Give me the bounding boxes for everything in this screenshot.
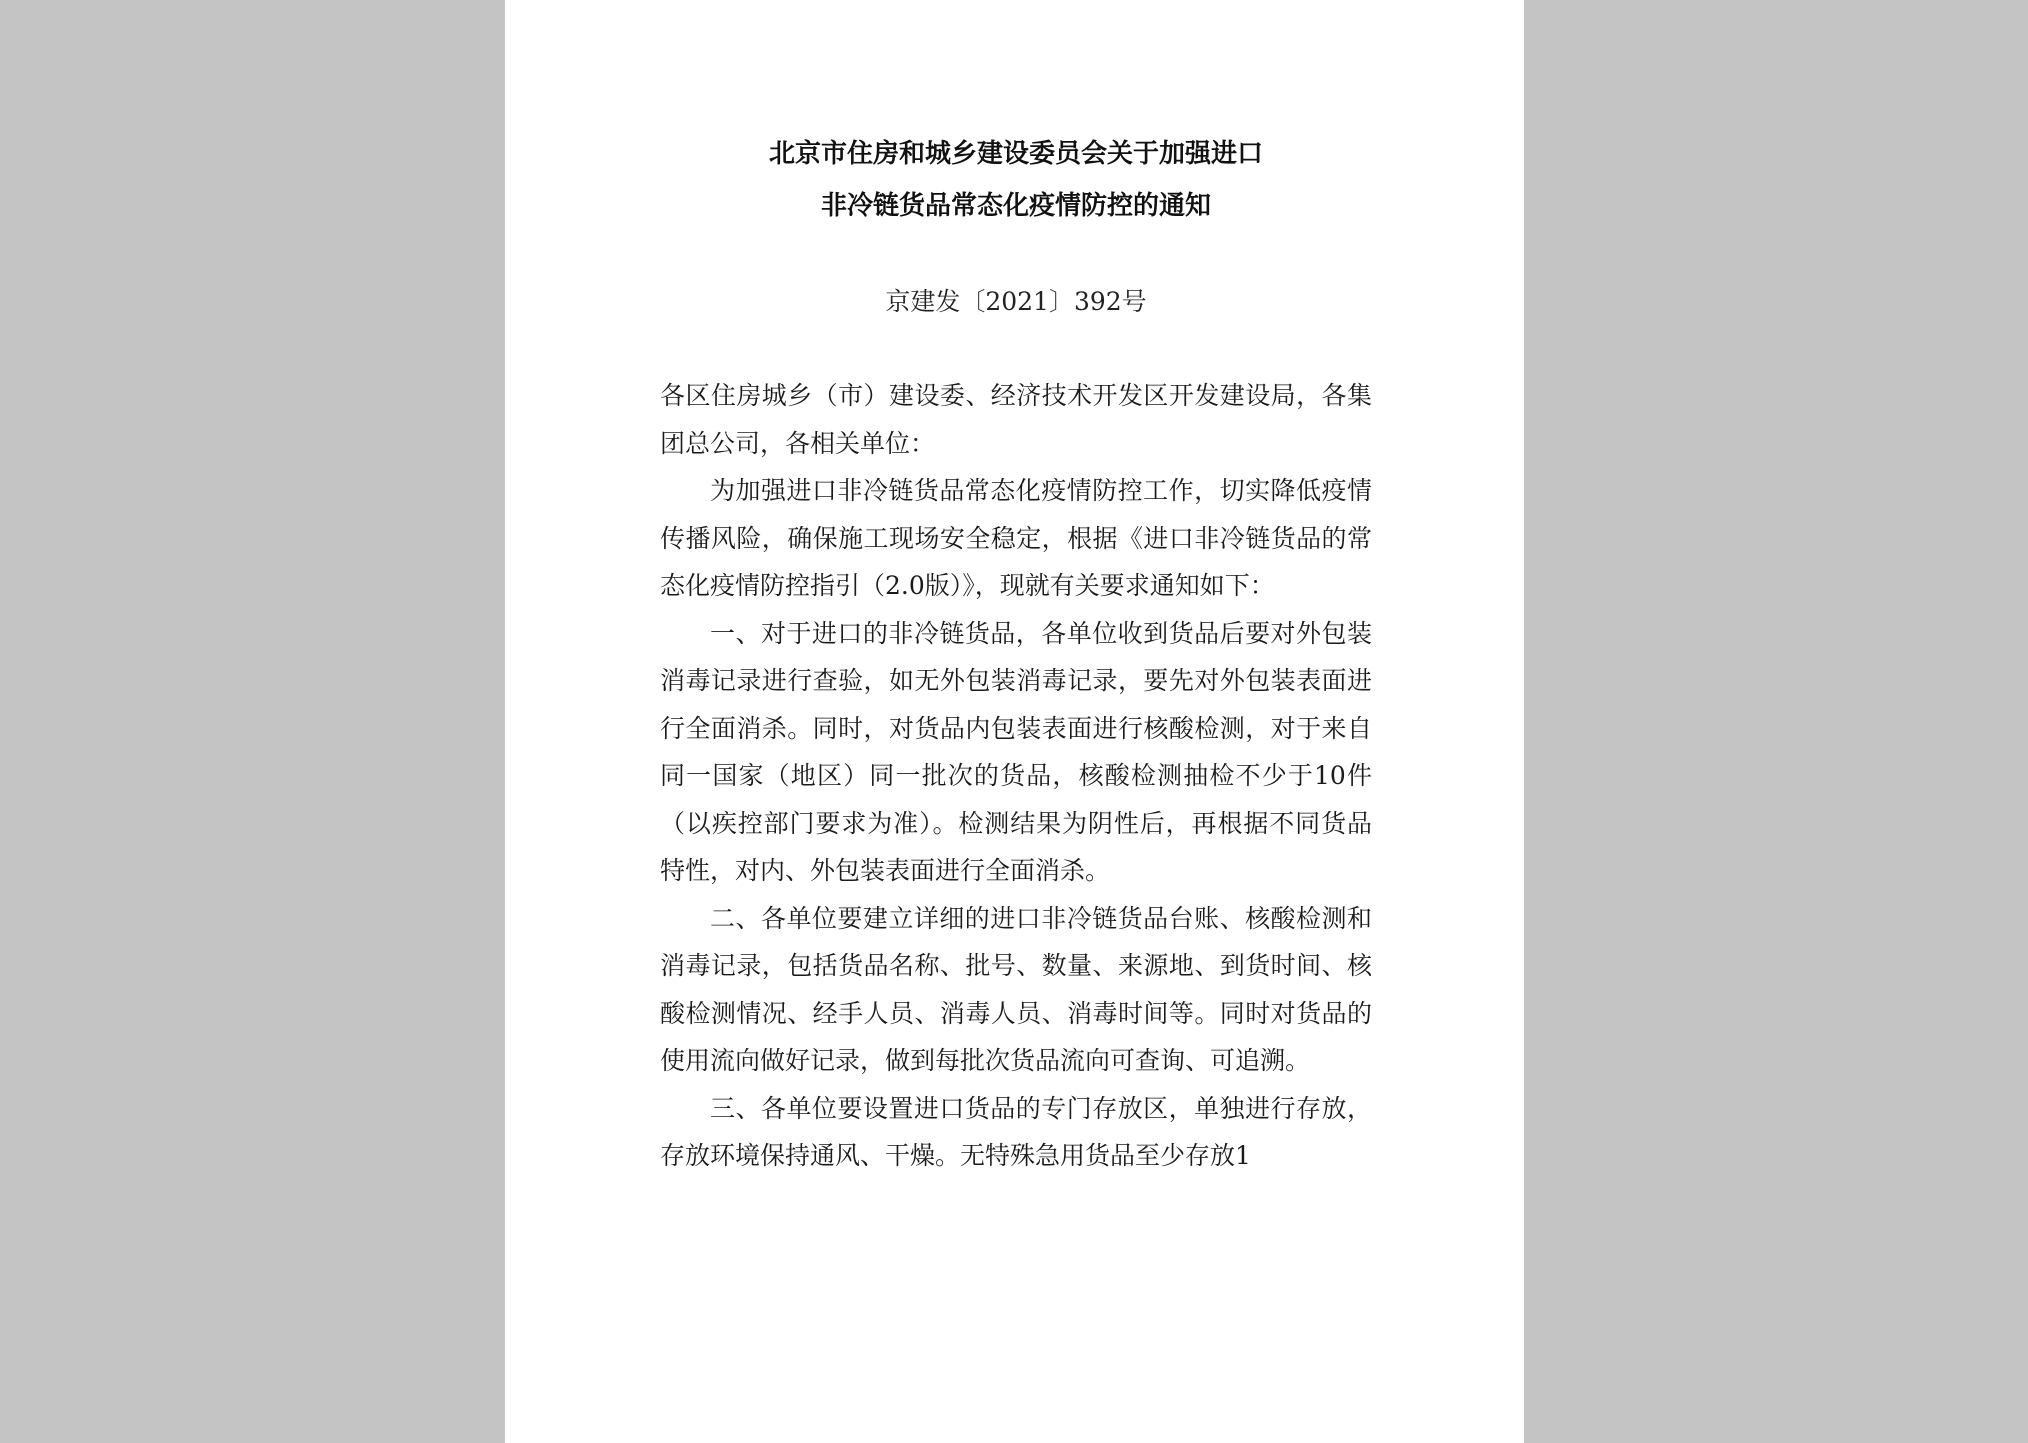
paragraph-intro: 为加强进口非冷链货品常态化疫情防控工作，切实降低疫情传播风险，确保施工现场安全稳定，根据《进口非冷链货品的常态化疫情防控指引（2.0版）》，现就有关要求通知如下： [660, 476, 1372, 600]
addressee: 各区住房城乡（市）建设委、经济技术开发区开发建设局，各集团总公司，各相关单位： [660, 381, 1372, 458]
paragraph-item-2: 二、各单位要建立详细的进口非冷链货品台账、核酸检测和消毒记录，包括货品名称、批号、数量、来源地、到货时间、核酸检测情况、经手人员、消毒人员、消毒时间等。同时对货品的使用流向做好记录，做到每批次货品流向可查询、可追溯。 [660, 903, 1372, 1075]
document-title-line-1: 北京市住房和城乡建设委员会关于加强进口 [768, 139, 1263, 169]
document-number: 京建发〔2021〕392号 [885, 287, 1147, 316]
document-title-line-2: 非冷链货品常态化疫情防控的通知 [820, 191, 1211, 221]
paragraph-item-1: 一、对于进口的非冷链货品，各单位收到货品后要对外包装消毒记录进行查验，如无外包装消毒记录，要先对外包装表面进行全面消杀。同时，对货品内包装表面进行核酸检测，对于来自同一国家（地区）同一批次的货品，核酸检测抽检不少于10件（以疾控部门要求为准）。检测结果为阴性后，再根据不同货品特性，对内、外包装表面进行全面消杀。 [660, 618, 1372, 885]
paragraph-item-3: 三、各单位要设置进口货品的专门存放区，单独进行存放，存放环境保持通风、干燥。无特殊急用货品至少存放1 [660, 1093, 1372, 1170]
document-page [505, 0, 1524, 1443]
document-content [660, 128, 1372, 1180]
